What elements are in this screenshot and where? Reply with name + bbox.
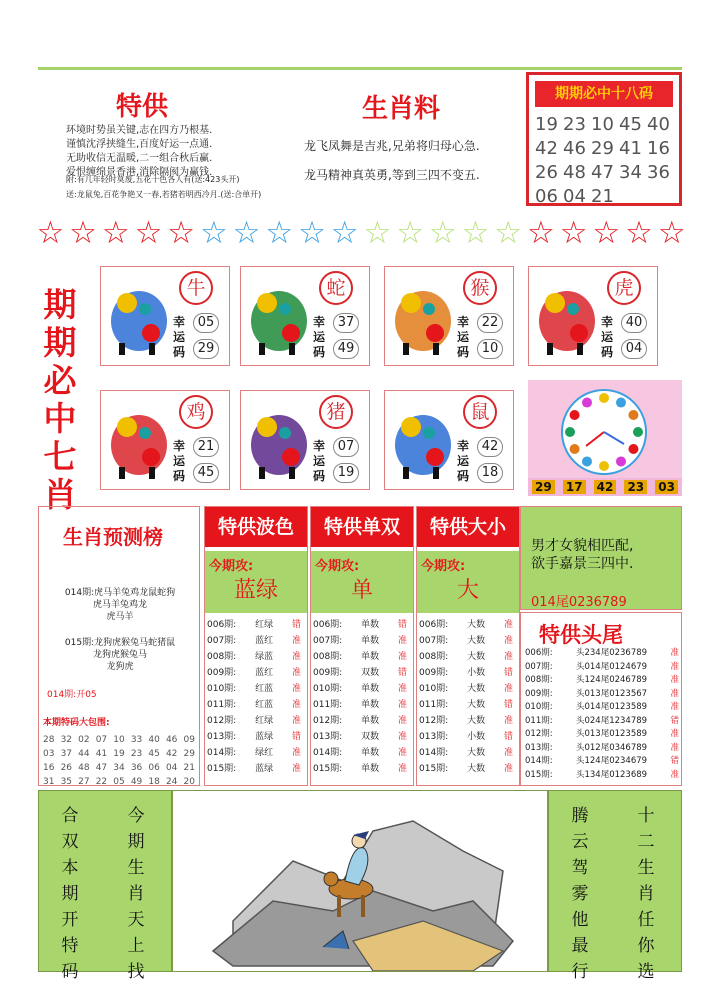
star-row bbox=[36, 216, 686, 250]
zodiac-poem: 龙飞凤舞是吉兆,兄弟将归母心急. 龙马精神真英勇,等到三四不变五. bbox=[304, 139, 480, 182]
special-title: 特供 bbox=[116, 92, 169, 122]
lucky-number: 29 bbox=[193, 339, 219, 359]
zodiac-name: 猪 bbox=[319, 395, 353, 429]
star-icon: ☆ bbox=[199, 215, 228, 251]
match-panel: 男才女貌相匹配, 欲手嘉景三四中. 014尾0236789 bbox=[520, 506, 682, 610]
verse-char: 生 bbox=[127, 858, 145, 878]
result-row: 012期: 红绿 准 bbox=[207, 716, 301, 726]
side-title-char: 中 bbox=[43, 399, 77, 438]
wave-head: 特供波色 bbox=[205, 507, 307, 547]
verse-char: 肖 bbox=[637, 884, 655, 904]
oddeven-rows bbox=[313, 617, 411, 777]
lucky-label: 幸运码 bbox=[313, 439, 326, 483]
zodiac-card bbox=[528, 266, 658, 366]
clock-number-bar bbox=[528, 478, 682, 496]
code-number: 23 bbox=[563, 114, 586, 135]
zodiac-name: 鸡 bbox=[179, 395, 213, 429]
verse-char: 选 bbox=[637, 962, 655, 982]
result-row: 009期: 双数 错 bbox=[313, 668, 407, 678]
result-row: 008期: 大数 准 bbox=[419, 652, 513, 662]
result-row: 014期: 绿红 准 bbox=[207, 748, 301, 758]
prediction-015: 015期:龙狗虎猴兔马蛇猪鼠 龙狗虎猴兔马 龙狗虎 bbox=[64, 638, 176, 672]
lucky-number: 19 bbox=[333, 463, 359, 483]
result-row: 012期: 头013尾0123589 准 bbox=[525, 729, 679, 739]
code-number: 04 bbox=[563, 186, 586, 207]
code-number: 46 bbox=[563, 138, 586, 159]
lucky-number: 22 bbox=[477, 313, 503, 333]
lucky-label: 幸运码 bbox=[601, 315, 614, 359]
bigsmall-head: 特供大小 bbox=[417, 507, 519, 547]
code-number: 16 bbox=[647, 138, 670, 159]
special-notes: 附:有几年轻时莫废,五花十色各人有(送:423头开) 送:龙鼠兔,百花争艳又一春,若猪若明西冷月.(送:合单开) bbox=[66, 175, 262, 199]
star-icon: ☆ bbox=[559, 215, 588, 251]
star-icon: ☆ bbox=[657, 215, 686, 251]
papercut-animal-icon bbox=[245, 397, 313, 483]
prediction-title: 生肖预测榜 bbox=[63, 525, 163, 549]
eighteen-code-title: 期期必中十八码 bbox=[535, 81, 673, 107]
verse-char: 找 bbox=[127, 962, 145, 982]
verse-char: 天 bbox=[127, 910, 145, 930]
result-row: 007期: 头014尾0124679 准 bbox=[525, 661, 679, 672]
code-number: 40 bbox=[647, 114, 670, 135]
star-icon: ☆ bbox=[232, 215, 261, 251]
code-number: 47 bbox=[591, 162, 614, 183]
code-number: 21 bbox=[591, 186, 614, 207]
lucky-label: 幸运码 bbox=[173, 315, 186, 359]
top-divider bbox=[38, 67, 682, 70]
star-icon: ☆ bbox=[330, 215, 359, 251]
verse-char: 今 bbox=[127, 806, 145, 826]
star-icon: ☆ bbox=[167, 215, 196, 251]
lucky-number: 45 bbox=[193, 463, 219, 483]
result-row: 006期: 大数 准 bbox=[419, 620, 513, 630]
side-title-char: 期 bbox=[43, 285, 77, 324]
code-number: 26 bbox=[535, 162, 558, 183]
lucky-label: 幸运码 bbox=[313, 315, 326, 359]
lucky-label: 幸运码 bbox=[457, 439, 470, 483]
code-number: 41 bbox=[619, 138, 642, 159]
verse-char: 驾 bbox=[571, 858, 589, 878]
code-number: 34 bbox=[619, 162, 642, 183]
star-icon: ☆ bbox=[527, 215, 555, 251]
code-number: 45 bbox=[619, 114, 642, 135]
verse-char: 生 bbox=[637, 858, 655, 878]
result-row: 009期: 头013尾0123567 准 bbox=[525, 688, 679, 699]
verse-char: 期 bbox=[61, 884, 79, 904]
result-row: 014期: 大数 准 bbox=[419, 748, 513, 758]
verse-char: 特 bbox=[61, 936, 79, 956]
papercut-animal-icon bbox=[389, 397, 457, 483]
zodiac-name: 蛇 bbox=[319, 271, 353, 305]
result-row: 011期: 红蓝 准 bbox=[207, 700, 301, 710]
mountain-rider-picture bbox=[172, 790, 548, 972]
lucky-number: 04 bbox=[621, 339, 647, 359]
oddeven-column: 特供单双 今期攻: 单 006期: 单数 错 007期: 单数 准 008期: 单数 准 009期: 双数 错 010期: 单数 准 011期: 单数 准 012期: 单数 准 013期: 双数 准 014期: 单数 准 015期: 单数 准 bbox=[310, 506, 414, 786]
lucky-label: 幸运码 bbox=[457, 315, 470, 359]
star-icon: ☆ bbox=[396, 215, 424, 251]
lucky-label: 幸运码 bbox=[173, 439, 186, 483]
result-row: 009期: 小数 错 bbox=[419, 668, 513, 678]
papercut-animal-icon bbox=[533, 273, 601, 359]
result-row: 008期: 绿蓝 准 bbox=[207, 652, 301, 662]
verse-char: 雾 bbox=[571, 884, 589, 904]
eighteen-code-box bbox=[526, 72, 682, 206]
zodiac-card bbox=[240, 266, 370, 366]
result-row: 007期: 单数 准 bbox=[313, 636, 407, 646]
seven-zodiac-side-title bbox=[40, 286, 80, 514]
star-icon: ☆ bbox=[101, 215, 130, 251]
verse-char: 云 bbox=[571, 832, 589, 852]
special-poem: 环境时势虽关键,志在四方乃根基. 谨慎沈浮挟缝生,百度好运一点通. 无助收信无温暖,二一组合秋后赢. 爱恨缠绵景香港,消除隔阂为赢钱. bbox=[66, 125, 213, 178]
bottom-right-verse bbox=[548, 790, 682, 982]
bigsmall-column: 特供大小 今期攻: 大 006期: 大数 准 007期: 大数 准 008期: 大数 准 009期: 小数 错 010期: 大数 准 011期: 大数 错 012期: 大数 准 013期: 小数 错 014期: 大数 准 015期: 大数 准 bbox=[416, 506, 520, 786]
result-row: 007期: 大数 准 bbox=[419, 636, 513, 646]
lucky-number: 42 bbox=[477, 437, 503, 457]
star-icon: ☆ bbox=[298, 215, 326, 251]
result-row: 010期: 大数 准 bbox=[419, 684, 513, 694]
result-row: 013期: 头012尾0346789 准 bbox=[525, 742, 679, 753]
verse-char: 最 bbox=[571, 936, 589, 956]
verse-char: 腾 bbox=[571, 806, 589, 826]
code-number: 06 bbox=[535, 186, 558, 207]
rider-illustration-icon bbox=[173, 791, 547, 971]
clock-icon bbox=[528, 380, 682, 480]
verse-char: 十 bbox=[637, 806, 655, 826]
result-row: 008期: 头124尾0246789 准 bbox=[525, 675, 679, 685]
zodiac-card bbox=[384, 266, 514, 366]
lucky-number: 40 bbox=[621, 313, 647, 333]
zodiac-name: 鼠 bbox=[463, 395, 497, 429]
side-title-char: 七 bbox=[43, 437, 77, 476]
zodiac-name: 牛 bbox=[179, 271, 213, 305]
result-row: 010期: 头014尾0123589 准 bbox=[525, 702, 679, 712]
result-row: 011期: 头024尾1234789 错 bbox=[525, 715, 679, 726]
star-icon: ☆ bbox=[592, 215, 621, 251]
prediction-014: 014期:虎马羊兔鸡龙鼠蛇狗 虎马羊兔鸡龙 虎马羊 bbox=[64, 588, 176, 622]
papercut-animal-icon bbox=[245, 273, 313, 359]
result-row: 012期: 单数 准 bbox=[313, 716, 407, 726]
pack-row: 03 37 44 41 19 23 45 42 29 bbox=[43, 749, 195, 759]
result-row: 015期: 大数 准 bbox=[419, 764, 513, 774]
verse-char: 码 bbox=[61, 962, 79, 982]
star-icon: ☆ bbox=[494, 215, 523, 251]
result-row: 006期: 红绿 错 bbox=[207, 620, 301, 630]
clock-number: 23 bbox=[624, 480, 647, 494]
result-row: 012期: 大数 准 bbox=[419, 716, 513, 726]
star-icon: ☆ bbox=[265, 215, 294, 251]
zodiac-name: 虎 bbox=[607, 271, 641, 305]
verse-char: 上 bbox=[127, 936, 145, 956]
oddeven-head: 特供单双 bbox=[311, 507, 413, 547]
code-number: 36 bbox=[647, 162, 670, 183]
wave-rows bbox=[207, 617, 305, 777]
result-row: 013期: 小数 错 bbox=[419, 732, 513, 742]
result-row: 010期: 红蓝 准 bbox=[207, 684, 301, 694]
result-row: 015期: 蓝绿 准 bbox=[207, 764, 301, 774]
result-row: 010期: 单数 准 bbox=[313, 684, 407, 694]
tail-title: 特供头尾 bbox=[539, 623, 623, 647]
verse-char: 他 bbox=[571, 910, 589, 930]
code-number: 42 bbox=[535, 138, 558, 159]
result-row: 011期: 大数 错 bbox=[419, 700, 513, 710]
clock-number: 42 bbox=[594, 480, 617, 494]
zodiac-card bbox=[100, 266, 230, 366]
bigsmall-value: 大 bbox=[456, 578, 479, 603]
zodiac-title: 生肖料 bbox=[362, 94, 441, 124]
papercut-animal-icon bbox=[105, 273, 173, 359]
code-number: 19 bbox=[535, 114, 558, 135]
result-row: 013期: 蓝绿 错 bbox=[207, 732, 301, 742]
verse-char: 肖 bbox=[127, 884, 145, 904]
star-icon: ☆ bbox=[461, 215, 490, 251]
code-number: 10 bbox=[591, 114, 614, 135]
match-tail: 014尾0236789 bbox=[531, 595, 627, 610]
result-row: 015期: 头134尾0123689 准 bbox=[525, 769, 679, 780]
papercut-animal-icon bbox=[105, 397, 173, 483]
pack-title: 本期特码大包围: bbox=[43, 718, 110, 728]
lucky-number: 21 bbox=[193, 437, 219, 457]
side-title-char: 必 bbox=[43, 361, 77, 400]
lucky-number: 07 bbox=[333, 437, 359, 457]
verse-char: 双 bbox=[61, 832, 79, 852]
result-row: 006期: 单数 错 bbox=[313, 620, 407, 630]
star-icon: ☆ bbox=[363, 215, 392, 251]
zodiac-card bbox=[384, 390, 514, 490]
pack-grid bbox=[43, 733, 195, 789]
tail-panel bbox=[520, 612, 682, 786]
side-title-char: 肖 bbox=[43, 475, 77, 514]
zodiac-card bbox=[240, 390, 370, 490]
result-row: 008期: 单数 准 bbox=[313, 652, 407, 662]
result-row: 006期: 头234尾0236789 准 bbox=[525, 648, 679, 658]
prediction-panel bbox=[38, 506, 200, 786]
verse-char: 二 bbox=[637, 832, 655, 852]
lucky-number: 18 bbox=[477, 463, 503, 483]
clock-number: 29 bbox=[532, 480, 555, 494]
lucky-number: 05 bbox=[193, 313, 219, 333]
pack-row: 31 35 27 22 05 49 18 24 20 bbox=[43, 777, 195, 787]
code-number: 48 bbox=[563, 162, 586, 183]
verse-char: 任 bbox=[637, 910, 655, 930]
papercut-animal-icon bbox=[389, 273, 457, 359]
tail-rows bbox=[525, 647, 679, 782]
result-row: 014期: 单数 准 bbox=[313, 748, 407, 758]
pack-row: 16 26 48 47 34 36 06 04 21 bbox=[43, 763, 195, 773]
clock-number: 03 bbox=[655, 480, 678, 494]
eighteen-code-numbers bbox=[535, 113, 679, 209]
verse-char: 期 bbox=[127, 832, 145, 852]
zodiac-name: 猴 bbox=[463, 271, 497, 305]
lucky-number: 49 bbox=[333, 339, 359, 359]
star-icon: ☆ bbox=[69, 215, 97, 251]
result-row: 013期: 双数 准 bbox=[313, 732, 407, 742]
result-row: 014期: 头124尾0234679 错 bbox=[525, 756, 679, 766]
wave-column: 特供波色 今期攻: 蓝绿 006期: 红绿 错 007期: 蓝红 准 008期: 绿蓝 准 009期: 蓝红 准 010期: 红蓝 准 011期: 红蓝 准 012期: 红绿 准 013期: 蓝绿 错 014期: 绿红 准 015期: 蓝绿 准 bbox=[204, 506, 308, 786]
result-row: 011期: 单数 准 bbox=[313, 700, 407, 710]
lucky-number: 37 bbox=[333, 313, 359, 333]
result-row: 007期: 蓝红 准 bbox=[207, 636, 301, 646]
result-row: 009期: 蓝红 准 bbox=[207, 668, 301, 678]
star-icon: ☆ bbox=[625, 215, 653, 251]
oddeven-value: 单 bbox=[350, 578, 373, 603]
verse-char: 合 bbox=[61, 806, 79, 826]
clock-number: 17 bbox=[563, 480, 586, 494]
pack-row: 28 32 02 07 10 33 40 46 09 bbox=[43, 735, 195, 745]
side-title-char: 期 bbox=[43, 323, 77, 362]
wave-value: 蓝绿 bbox=[233, 578, 278, 603]
lucky-number: 10 bbox=[477, 339, 503, 359]
bottom-left-verse bbox=[38, 790, 172, 982]
star-icon: ☆ bbox=[428, 215, 457, 251]
star-icon: ☆ bbox=[36, 215, 65, 251]
star-icon: ☆ bbox=[134, 215, 163, 251]
verse-char: 本 bbox=[61, 858, 79, 878]
zodiac-card bbox=[100, 390, 230, 490]
verse-char: 你 bbox=[637, 936, 655, 956]
prediction-open: 014期:开05 bbox=[47, 690, 97, 700]
code-number: 29 bbox=[591, 138, 614, 159]
bigsmall-rows bbox=[419, 617, 517, 777]
verse-char: 行 bbox=[571, 962, 589, 982]
verse-char: 开 bbox=[61, 910, 79, 930]
result-row: 015期: 单数 准 bbox=[313, 764, 407, 774]
